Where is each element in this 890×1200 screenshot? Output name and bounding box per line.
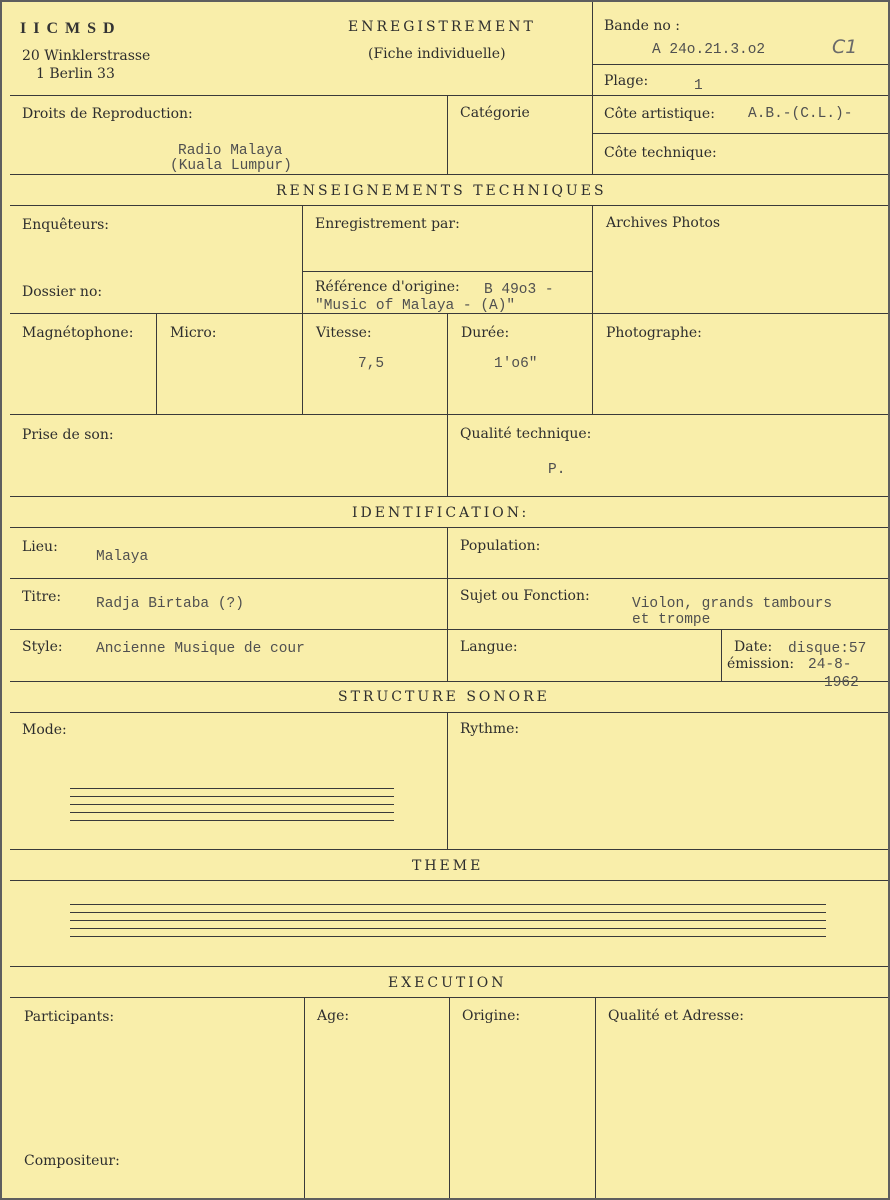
- mode-label: Mode:: [22, 722, 67, 738]
- rule: [447, 527, 448, 681]
- rule: [592, 205, 593, 414]
- langue-label: Langue:: [460, 639, 518, 655]
- dossier-label: Dossier no:: [22, 284, 103, 300]
- address-line-1: 20 Winklerstrasse: [22, 48, 151, 64]
- rule: [10, 849, 888, 850]
- rule: [10, 174, 888, 175]
- lieu-label: Lieu:: [22, 539, 58, 555]
- rule: [10, 414, 888, 415]
- rule: [10, 880, 888, 881]
- institute-logo: IICMSD: [20, 20, 122, 37]
- style-value: Ancienne Musique de cour: [96, 641, 305, 657]
- reference-label: Référence d'origine:: [315, 279, 460, 295]
- qualite-technique-value: P.: [548, 462, 566, 478]
- vitesse-label: Vitesse:: [316, 325, 372, 341]
- rythme-label: Rythme:: [460, 721, 520, 737]
- theme-staff-lines: [70, 904, 826, 944]
- enregistrement-par-label: Enregistrement par:: [315, 216, 460, 232]
- vitesse-value: 7,5: [358, 356, 385, 372]
- qualite-adresse-label: Qualité et Adresse:: [608, 1008, 744, 1024]
- participants-label: Participants:: [24, 1009, 115, 1025]
- address-line-2: 1 Berlin 33: [36, 66, 115, 82]
- cote-technique-label: Côte technique:: [604, 145, 717, 161]
- rule: [10, 966, 888, 967]
- cote-artistique-label: Côte artistique:: [604, 106, 715, 122]
- date-emission-label: émission:: [727, 656, 795, 672]
- prise-de-son-label: Prise de son:: [22, 427, 114, 443]
- record-card: [2, 2, 888, 1198]
- titre-label: Titre:: [22, 589, 62, 605]
- form-title: ENREGISTREMENT: [348, 19, 536, 35]
- date-year-value: 1962: [824, 675, 859, 691]
- rule: [302, 271, 592, 272]
- rule: [10, 578, 888, 579]
- section-title-identification: IDENTIFICATION:: [352, 505, 530, 521]
- titre-value: Radja Birtaba (?): [96, 596, 244, 612]
- rule: [156, 313, 157, 414]
- rule: [10, 205, 888, 206]
- date-label: Date:: [734, 639, 773, 655]
- rule: [10, 681, 888, 682]
- cote-artistique-value: A.B.-(C.L.)-: [748, 106, 853, 122]
- sujet-label: Sujet ou Fonction:: [460, 588, 590, 604]
- plage-value: 1: [694, 78, 703, 94]
- rule: [10, 527, 888, 528]
- photographe-label: Photographe:: [606, 325, 702, 341]
- archives-photos-label: Archives Photos: [606, 215, 721, 231]
- duree-value: 1'o6": [494, 356, 538, 372]
- rule: [447, 313, 448, 496]
- style-label: Style:: [22, 639, 63, 655]
- qualite-technique-label: Qualité technique:: [460, 426, 592, 442]
- age-label: Age:: [317, 1008, 350, 1024]
- date-disque-value: disque:57: [788, 641, 867, 657]
- rule: [592, 2, 593, 174]
- bande-label: Bande no :: [604, 18, 680, 34]
- plage-label: Plage:: [604, 73, 649, 89]
- bande-value: A 24o.21.3.o2: [652, 42, 766, 58]
- sujet-value-line-1: Violon, grands tambours: [632, 596, 833, 612]
- section-title-technique: RENSEIGNEMENTS TECHNIQUES: [276, 183, 607, 199]
- rule: [10, 95, 888, 96]
- rule: [10, 712, 888, 713]
- rule: [721, 629, 722, 681]
- population-label: Population:: [460, 538, 541, 554]
- rule: [449, 997, 450, 1198]
- section-title-execution: EXECUTION: [388, 975, 507, 991]
- section-title-structure: STRUCTURE SONORE: [338, 689, 550, 705]
- droits-label: Droits de Reproduction:: [22, 106, 193, 122]
- categorie-label: Catégorie: [460, 105, 530, 121]
- droits-value-line-2: (Kuala Lumpur): [170, 158, 292, 174]
- magnetophone-label: Magnétophone:: [22, 325, 134, 341]
- rule: [304, 997, 305, 1198]
- lieu-value: Malaya: [96, 549, 149, 565]
- compositeur-label: Compositeur:: [24, 1153, 120, 1169]
- duree-label: Durée:: [461, 325, 510, 341]
- section-title-theme: THEME: [412, 858, 484, 874]
- rule: [592, 133, 888, 134]
- reference-value-line-1: B 49o3 -: [484, 282, 554, 298]
- droits-value-line-1: Radio Malaya: [178, 143, 283, 159]
- rule: [447, 95, 448, 174]
- sujet-value-line-2: et trompe: [632, 612, 711, 628]
- date-emission-value: 24-8-: [808, 657, 852, 673]
- bande-handwritten-mark: C1: [832, 36, 858, 58]
- rule: [592, 64, 888, 65]
- rule: [595, 997, 596, 1198]
- micro-label: Micro:: [170, 325, 217, 341]
- form-subtitle: (Fiche individuelle): [368, 46, 506, 62]
- rule: [10, 496, 888, 497]
- rule: [447, 712, 448, 849]
- reference-value-line-2: "Music of Malaya - (A)": [315, 298, 516, 314]
- mode-staff-lines: [70, 788, 394, 828]
- rule: [302, 205, 303, 414]
- enqueteurs-label: Enquêteurs:: [22, 217, 110, 233]
- rule: [10, 629, 888, 630]
- origine-label: Origine:: [462, 1008, 521, 1024]
